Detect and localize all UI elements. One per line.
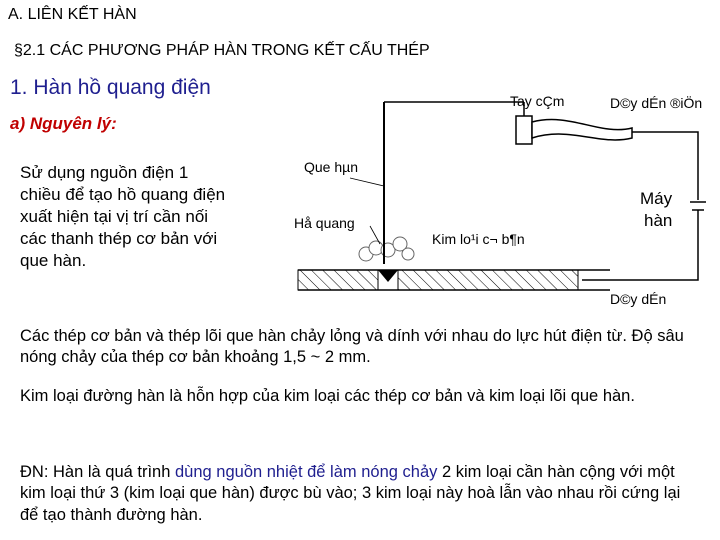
- label-handle: Tay cÇm: [510, 93, 565, 109]
- label-weld-metal: Kim lo¹i c¬ b¶n: [432, 231, 525, 247]
- label-machine-2: hàn: [644, 211, 673, 230]
- base-plate-right: [398, 270, 578, 290]
- arc-cloud: [359, 237, 414, 261]
- paragraph-melting: Các thép cơ bản và thép lõi que hàn chảy lỏng và dính với nhau do lực hút điện từ. Độ sâu nóng chảy của thép cơ bản khoảng 1,5 ~ 2 mm.: [20, 327, 684, 367]
- machine-symbol: [690, 202, 706, 210]
- welding-handle: [516, 116, 632, 144]
- label-electrode: Que hµn: [304, 159, 358, 175]
- subsection-title: §2.1 CÁC PHƯƠNG PHÁP HÀN TRONG KẾT CẤU THÉP: [14, 42, 430, 59]
- definition-prefix: ĐN: Hàn là quá trình: [20, 463, 175, 481]
- label-machine-1: Máy: [640, 189, 673, 208]
- page-heading: 1. Hàn hồ quang điện: [10, 76, 211, 99]
- section-title: A. LIÊN KẾT HÀN: [8, 6, 137, 23]
- definition-highlight: dùng nguồn nhiệt để làm nóng chảy: [175, 463, 438, 481]
- principle-heading: a) Nguyên lý:: [10, 114, 117, 133]
- paragraph-weld-metal: Kim loại đường hàn là hỗn hợp của kim loại các thép cơ bản và kim loại lõi que hàn.: [20, 387, 635, 405]
- definition-suffix: 2 kim loại cần hàn cộng với một kim loại thứ 3 (kim loại que hàn) được bù vào; 3 kim loại này hoà lẫn vào nhau rồi cứng lại để tạo thành đường hàn.: [20, 463, 681, 524]
- label-arc: Hå quang: [294, 215, 355, 231]
- base-plate-left: [298, 270, 378, 290]
- principle-text: Sử dụng nguồn điện 1 chiều để tạo hồ quang điện xuất hiện tại vị trí cần nối các thanh thép cơ bản với que hàn.: [20, 163, 226, 271]
- label-wire-bottom: D©y dÉn: [610, 291, 667, 307]
- arc-welding-diagram: [280, 92, 710, 322]
- paragraph-definition: [20, 462, 700, 526]
- label-wire-top: D©y dÉn ®iÖn: [610, 95, 703, 111]
